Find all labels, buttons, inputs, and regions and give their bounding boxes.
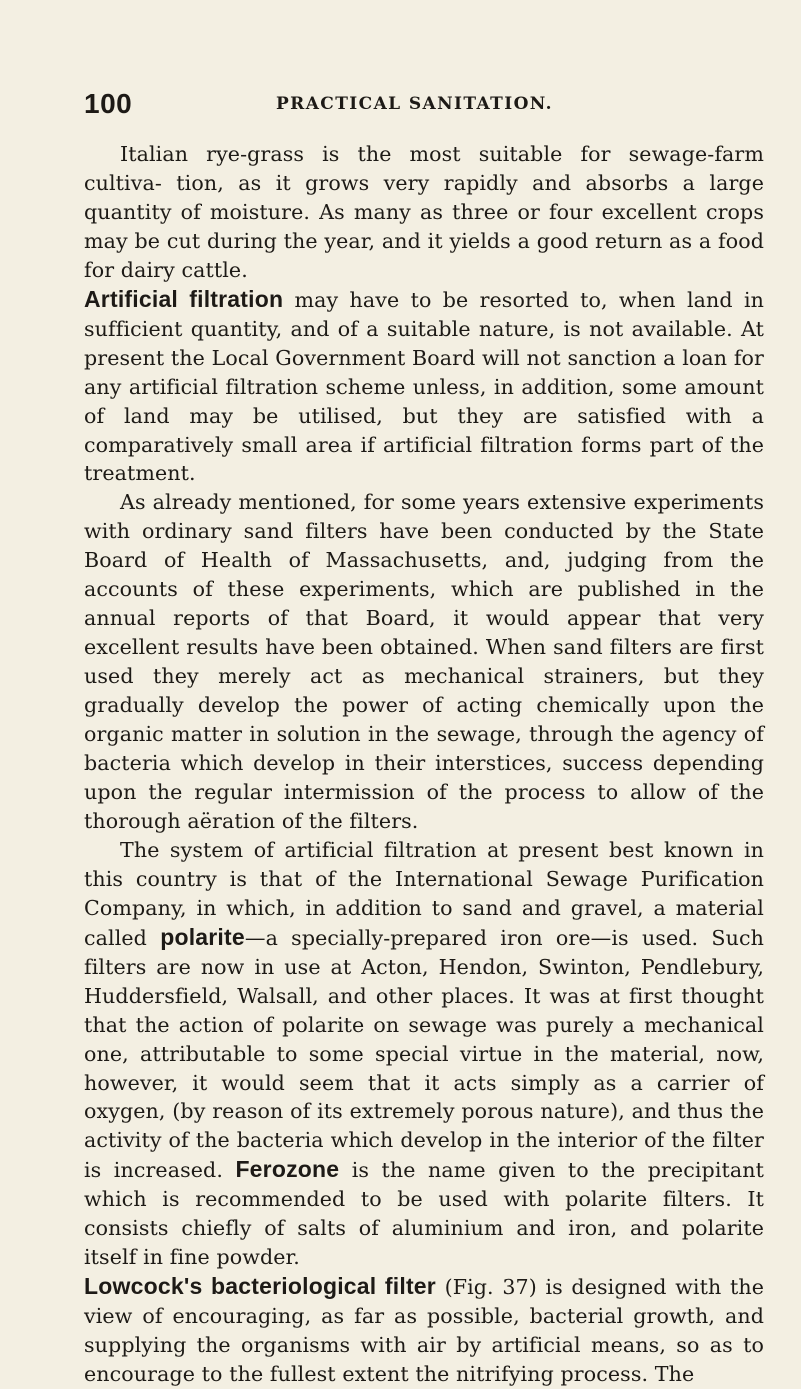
running-head [84,88,764,122]
text-run: —a specially-prepared iron ore—is used. Such filters are now in use at Acton, Hendon, Swinton, Pendlebury, Huddersfield, Walsall, and other places. It was at first thought that the action of polarite on sewage was purely a mechanical one, attributable to some special virtue in the material, now, however, it would seem that it acts simply as a carrier of oxygen, (by reason of its extremely porous nature), and thus the activity of the bacteria which develop in the interior of the filter is increased. [84,925,764,1183]
keyword-polarite: polarite [160,923,245,950]
text-run: is the name given to the precipitant which is recommended to be used with polarite filters. It consists chiefly of salts of aluminium and iron, and polarite itself in fine powder. [84,1158,764,1270]
keyword-lowcocks-filter: Lowcock's bacteriological filter [84,1273,436,1300]
paragraph [84,285,764,489]
text-run: may have to be resorted to, when land in sufficient quantity, and of a suitable nature, is not available. At present the Local Government Board will not sanction a loan for any artificial filtration scheme unless, in addition, some amount of land may be utilised, but they are satisfied with a comparatively small area if artificial filtration forms part of the treatment. [84,287,764,486]
page-number: 100 [84,88,133,119]
text-run: As already mentioned, for some years extensive experiments with ordinary sand filters have been conducted by the State Board of Health of Massachusetts, and, judging from the accounts of these experiments, which are published in the annual reports of that Board, it would appear that very excellent results have been obtained. When sand filters are first used they merely act as mechanical strainers, but they gradually develop the power of acting chemically upon the organic matter in solution in the sewage, through the agency of bacteria which develop in their interstices, success depending upon the regular intermission of the process to allow of the thorough aëration of the filters. [84,490,764,833]
text-run: The system of artificial filtration at present best known in this country is that of the International Sewage Purification Company, in which, in addition to sand and gravel, a material called [84,837,764,950]
paragraph [84,1272,764,1389]
keyword-ferozone: Ferozone [235,1156,340,1183]
body-text [84,140,764,1389]
running-title: PRACTICAL SANITATION. [276,94,553,114]
paragraph [84,836,764,1272]
paragraph [84,140,764,285]
paragraph [84,488,764,835]
keyword-artificial-filtration: Artificial filtration [84,285,284,312]
text-run: Italian rye-grass is the most suitable for sewage-farm cultiva- tion, as it grows very rapidly and absorbs a large quantity of moisture. As many as three or four excellent crops may be cut during the year, and it yields a good return as a food for dairy cattle. [84,142,764,282]
text-run: (Fig. 37) is designed with the view of encouraging, as far as possible, bacterial growth, and supplying the organisms with air by artificial means, so as to encourage to the fullest extent the nitrifying process. The [84,1275,764,1387]
